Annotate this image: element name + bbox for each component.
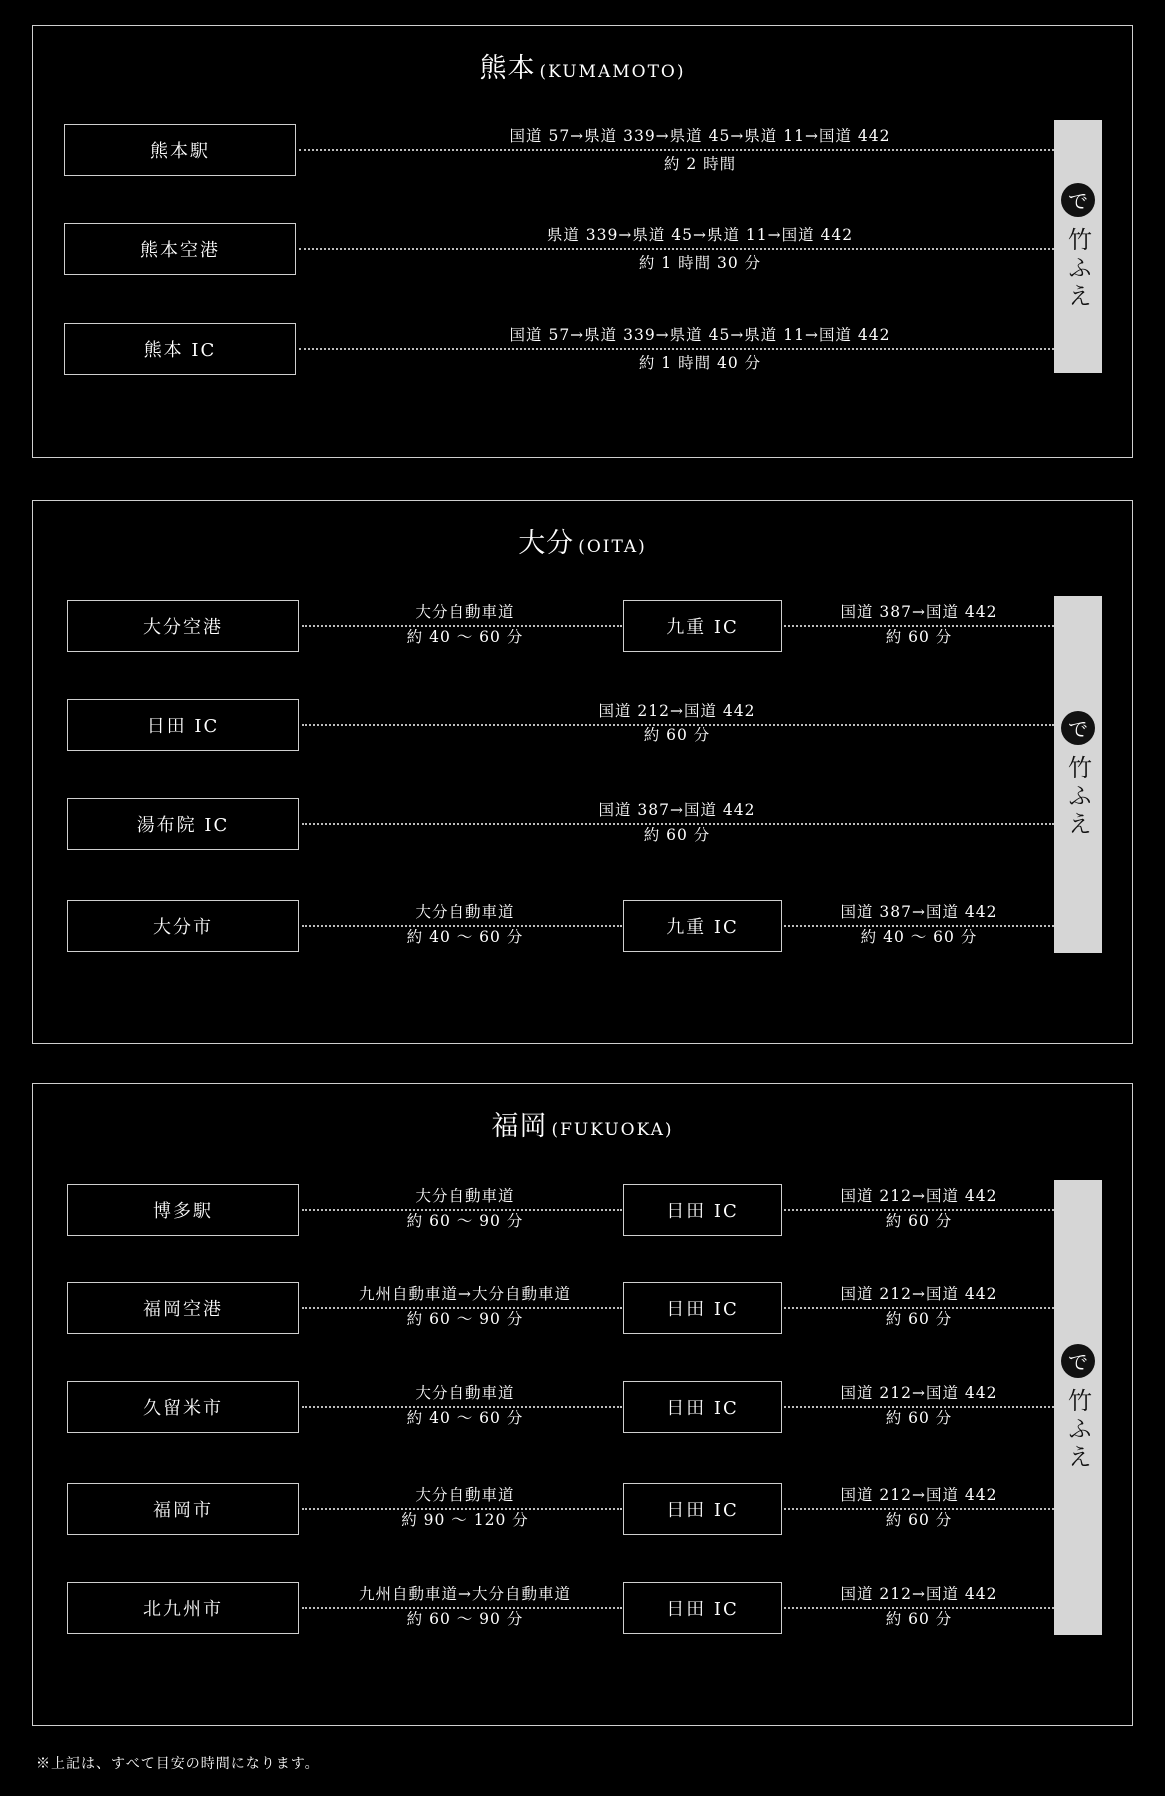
via-hita-ic: 日田 IC [623,1381,782,1433]
origin-oita-airport: 大分空港 [67,600,299,652]
route-line [299,149,1054,151]
kumamoto-title [33,46,1132,85]
origin-fukuoka-airport: 福岡空港 [67,1282,299,1334]
takefue-logo-icon: で [1061,183,1095,217]
road-label: 大分自動車道 [415,603,515,621]
takefue-logo-icon: で [1061,1344,1095,1378]
origin-kumamoto-ic: 熊本 IC [64,323,296,375]
route-line [299,348,1054,350]
time-label: 約 60 〜 90 分 [406,1212,524,1230]
time-label: 約 1 時間 30 分 [638,254,762,272]
kumamoto-section [32,25,1133,458]
destination-takefue [1054,120,1102,373]
route-line [299,248,1054,250]
road-label: 国道 212→国道 442 [840,1285,998,1303]
destination-name: 竹ふえ [1063,754,1092,839]
destination-name: 竹ふえ [1063,226,1092,311]
time-label: 約 2 時間 [663,155,737,173]
origin-yufuin-ic: 湯布院 IC [67,798,299,850]
origin-kumamoto-airport: 熊本空港 [64,223,296,275]
via-hita-ic: 日田 IC [623,1184,782,1236]
origin-hakata-station: 博多駅 [67,1184,299,1236]
via-kokonoe-ic: 九重 IC [623,600,782,652]
road-label: 国道 57→県道 339→県道 45→県道 11→国道 442 [509,326,891,344]
time-label: 約 60 分 [885,1310,953,1328]
road-label: 大分自動車道 [415,1187,515,1205]
time-label: 約 1 時間 40 分 [638,354,762,372]
fukuoka-title-en: (FUKUOKA) [551,1120,674,1140]
time-label: 約 60 分 [885,1409,953,1427]
road-label: 国道 387→国道 442 [840,603,998,621]
road-label: 九州自動車道→大分自動車道 [359,1285,571,1303]
takefue-logo-icon: で [1061,711,1095,745]
time-label: 約 40 〜 60 分 [406,928,524,946]
fukuoka-title [33,1104,1132,1143]
kumamoto-title-jp: 熊本 [479,53,536,84]
time-label: 約 60 分 [643,726,711,744]
via-hita-ic: 日田 IC [623,1483,782,1535]
time-label: 約 40 〜 60 分 [406,628,524,646]
time-label: 約 60 〜 90 分 [406,1310,524,1328]
origin-kumamoto-station: 熊本駅 [64,124,296,176]
time-label: 約 60 分 [885,1511,953,1529]
road-label: 国道 212→国道 442 [840,1187,998,1205]
origin-kitakyushu-city: 北九州市 [67,1582,299,1634]
time-label: 約 40 〜 60 分 [406,1409,524,1427]
road-label: 大分自動車道 [415,1384,515,1402]
origin-fukuoka-city: 福岡市 [67,1483,299,1535]
fukuoka-title-jp: 福岡 [491,1111,548,1142]
time-label: 約 90 〜 120 分 [401,1511,529,1529]
time-label: 約 60 分 [643,826,711,844]
road-label: 国道 212→国道 442 [598,702,756,720]
origin-oita-city: 大分市 [67,900,299,952]
kumamoto-title-en: (KUMAMOTO) [539,62,686,82]
road-label: 大分自動車道 [415,1486,515,1504]
road-label: 国道 387→国道 442 [598,801,756,819]
road-label: 大分自動車道 [415,903,515,921]
oita-title-en: (OITA) [578,537,647,557]
destination-name: 竹ふえ [1063,1387,1092,1472]
oita-title [33,521,1132,560]
time-label: 約 40 〜 60 分 [860,928,978,946]
time-label: 約 60 分 [885,1610,953,1628]
origin-kurume-city: 久留米市 [67,1381,299,1433]
via-hita-ic: 日田 IC [623,1282,782,1334]
destination-takefue [1054,596,1102,953]
time-label: 約 60 分 [885,1212,953,1230]
road-label: 国道 57→県道 339→県道 45→県道 11→国道 442 [509,127,891,145]
via-hita-ic: 日田 IC [623,1582,782,1634]
road-label: 県道 339→県道 45→県道 11→国道 442 [546,226,854,244]
footnote: ※上記は、すべて目安の時間になります。 [36,1756,320,1772]
origin-hita-ic: 日田 IC [67,699,299,751]
time-label: 約 60 分 [885,628,953,646]
oita-section [32,500,1133,1044]
road-label: 国道 387→国道 442 [840,903,998,921]
fukuoka-section [32,1083,1133,1726]
oita-title-jp: 大分 [518,528,575,559]
time-label: 約 60 〜 90 分 [406,1610,524,1628]
road-label: 国道 212→国道 442 [840,1486,998,1504]
destination-takefue [1054,1180,1102,1635]
via-kokonoe-ic: 九重 IC [623,900,782,952]
road-label: 国道 212→国道 442 [840,1384,998,1402]
road-label: 国道 212→国道 442 [840,1585,998,1603]
road-label: 九州自動車道→大分自動車道 [359,1585,571,1603]
